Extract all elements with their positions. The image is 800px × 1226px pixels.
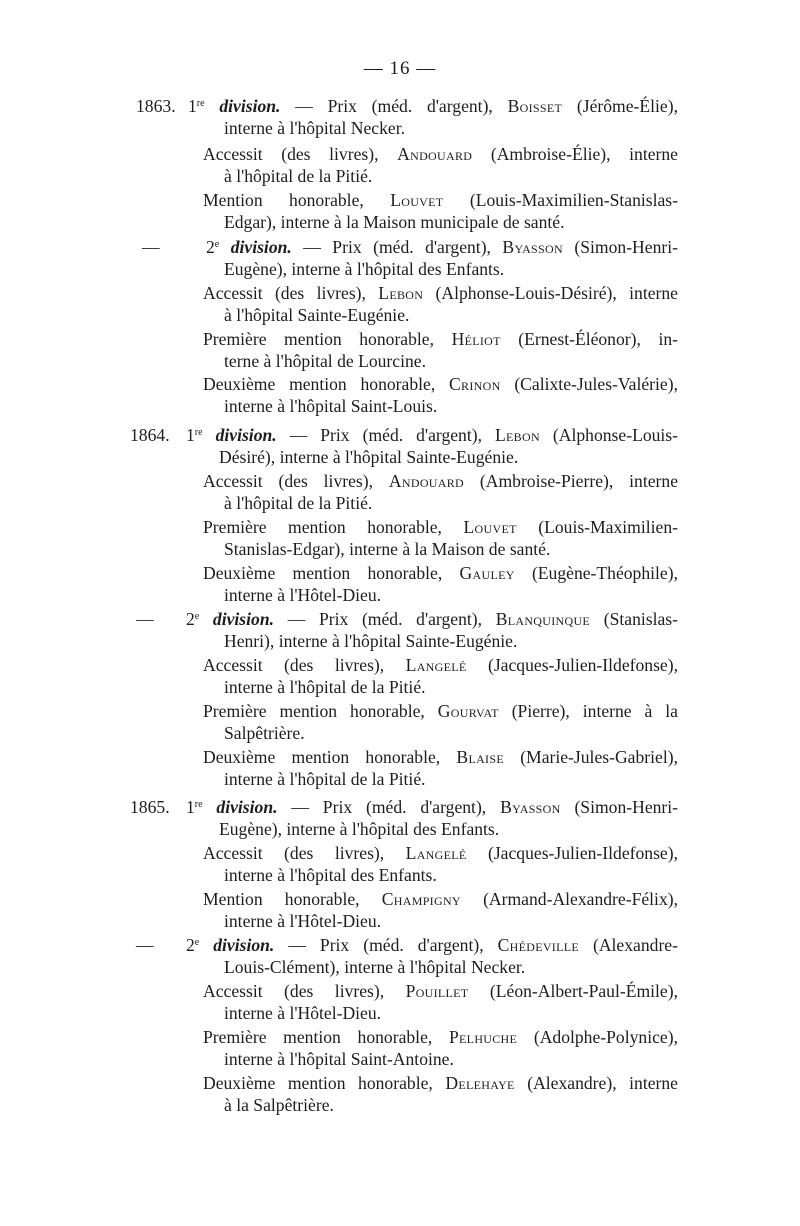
entry-line: à l'hôpital de la Pitié.: [224, 166, 373, 186]
entry-line: Première mention honorable, Héliot (Ernest-Éléonor), in-: [203, 329, 678, 349]
entry-line: interne à l'hôpital Saint-Antoine.: [224, 1049, 454, 1069]
entry-line: Accessit (des livres), Andouard (Ambroise-Pierre), interne: [203, 471, 679, 491]
page-number: — 16 —: [363, 58, 437, 79]
entry-line: Edgar), interne à la Maison municipale de santé.: [224, 212, 565, 232]
entry-line: 2e division. — Prix (méd. d'argent), Blanquinque (Stanislas-: [186, 609, 679, 629]
entry-line: Première mention honorable, Gourvat (Pierre), interne à la: [203, 701, 678, 721]
entry-line: interne à l'hôpital de la Pitié.: [224, 677, 426, 697]
entry-line: interne à l'hôpital des Enfants.: [224, 865, 437, 885]
entry-line: 2e division. — Prix (méd. d'argent), Byasson (Simon-Henri-: [206, 237, 678, 257]
entry-line: à la Salpêtrière.: [224, 1095, 334, 1115]
entry-line: interne à l'hôpital Necker.: [224, 118, 405, 138]
ditto-dash: —: [142, 237, 160, 257]
entry-line: Accessit (des livres), Langelé (Jacques-Julien-Ildefonse),: [203, 843, 679, 863]
entry-line: 2e division. — Prix (méd. d'argent), Chédeville (Alexandre-: [186, 935, 678, 955]
ditto-dash: —: [136, 935, 154, 955]
entry-line: interne à l'Hôtel-Dieu.: [224, 585, 382, 605]
ditto-dash: —: [136, 609, 154, 629]
entry-line: Première mention honorable, Pelhuche (Adolphe-Polynice),: [203, 1027, 678, 1047]
entry-line: Mention honorable, Louvet (Louis-Maximilien-Stanislas-: [203, 190, 679, 210]
entry-line: 1re division. — Prix (méd. d'argent), Byasson (Simon-Henri-: [186, 797, 679, 817]
entry-line: Accessit (des livres), Langelé (Jacques-Julien-Ildefonse),: [203, 655, 679, 675]
entry-line: Accessit (des livres), Pouillet (Léon-Albert-Paul-Émile),: [203, 981, 678, 1001]
entry-line: Mention honorable, Champigny (Armand-Alexandre-Félix),: [203, 889, 679, 909]
entry-line: interne à l'Hôtel-Dieu.: [224, 1003, 382, 1023]
entry-line: Deuxième mention honorable, Gauley (Eugène-Théophile),: [203, 563, 678, 583]
entry-line: Accessit (des livres), Andouard (Ambroise-Élie), interne: [203, 144, 678, 164]
entry-line: Louis-Clément), interne à l'hôpital Necker.: [224, 957, 526, 977]
entry-line: à l'hôpital de la Pitié.: [224, 493, 373, 513]
entry-line: Stanislas-Edgar), interne à la Maison de santé.: [224, 539, 551, 559]
entry-line: Deuxième mention honorable, Crinon (Calixte-Jules-Valérie),: [203, 374, 678, 394]
entry-line: interne à l'Hôtel-Dieu.: [224, 911, 382, 931]
entry-line: 1re division. — Prix (méd. d'argent), Boisset (Jérôme-Élie),: [188, 96, 678, 116]
entry-line: Deuxième mention honorable, Blaise (Marie-Jules-Gabriel),: [203, 747, 678, 767]
entry-line: Henri), interne à l'hôpital Sainte-Eugénie.: [224, 631, 518, 651]
year-label: 1863.: [136, 96, 176, 116]
entry-line: Première mention honorable, Louvet (Louis-Maximilien-: [203, 517, 678, 537]
entry-line: terne à l'hôpital de Lourcine.: [224, 351, 426, 371]
entry-line: Eugène), interne à l'hôpital des Enfants.: [224, 259, 505, 279]
entry-line: Accessit (des livres), Lebon (Alphonse-Louis-Désiré), interne: [203, 283, 678, 303]
year-label: 1864.: [130, 425, 170, 445]
entry-line: Deuxième mention honorable, Delehaye (Alexandre), interne: [203, 1073, 678, 1093]
year-label: 1865.: [130, 797, 170, 817]
entry-line: Désiré), interne à l'hôpital Sainte-Eugénie.: [219, 447, 519, 467]
entry-line: 1re division. — Prix (méd. d'argent), Lebon (Alphonse-Louis-: [186, 425, 679, 445]
entry-line: interne à l'hôpital de la Pitié.: [224, 769, 426, 789]
entry-line: interne à l'hôpital Saint-Louis.: [224, 396, 438, 416]
entry-line: Eugène), interne à l'hôpital des Enfants.: [219, 819, 500, 839]
entry-line: Salpêtrière.: [224, 723, 305, 743]
entry-line: à l'hôpital Sainte-Eugénie.: [224, 305, 410, 325]
